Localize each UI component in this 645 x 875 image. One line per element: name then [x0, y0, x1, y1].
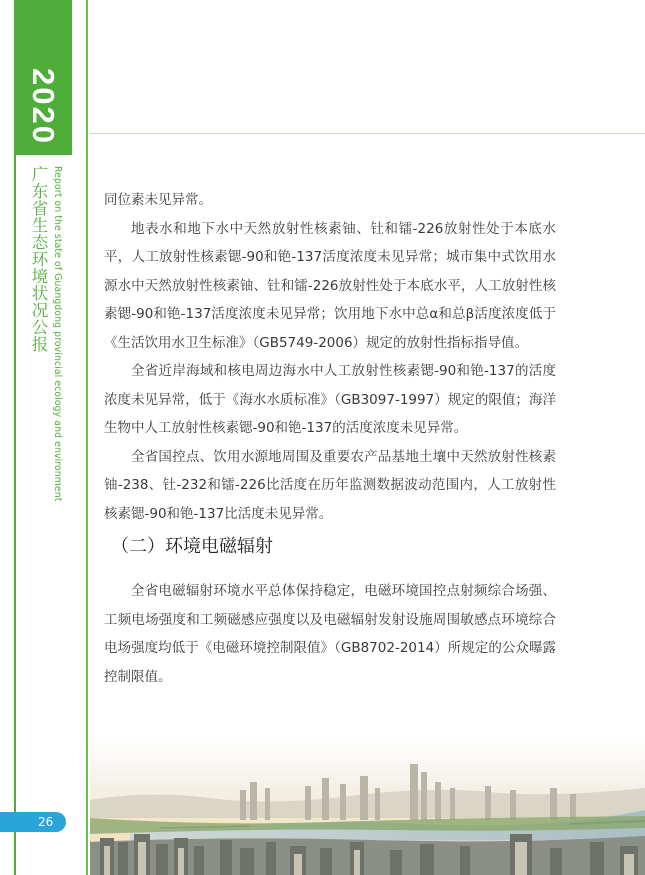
- paragraph: 全省电磁辐射环境水平总体保持稳定，电磁环境国控点射频综合场强、工频电场强度和工频磁感应强度以及电磁辐射发射设施周围敏感点环境综合电场强度均低于《电磁环境控制限值》（GB8702-2014）所规定的公众曝露控制限值。: [104, 583, 556, 685]
- body-text: [104, 186, 556, 528]
- page-divider-horizontal: [90, 133, 645, 134]
- page-divider-vertical: [86, 0, 88, 875]
- page-number-tab: [0, 812, 66, 832]
- city-skyline-photo: [90, 738, 645, 875]
- section-heading: （二）环境电磁辐射: [111, 536, 273, 557]
- report-title-en: Report on the state of Guangdong provincial ecology and environment: [52, 166, 63, 502]
- paragraph: 同位素未见异常。: [104, 192, 212, 208]
- report-title-zh: 广东省生态环境状况公报: [31, 165, 49, 354]
- page-number: 26: [38, 815, 54, 829]
- paragraph: 全省国控点、饮用水源地周围及重要农产品基地土壤中天然放射性核素铀-238、钍-232和镭-226比活度在历年监测数据波动范围内，人工放射性核素锶-90和铯-137比活度未见异常。: [104, 448, 556, 522]
- paragraph: 地表水和地下水中天然放射性核素铀、钍和镭-226放射性处于本底水平，人工放射性核素锶-90和铯-137活度浓度未见异常；城市集中式饮用水源水中天然放射性核素铀、钍和镭-226放射性处于本底水平，人工放射性核素锶-90和铯-137活度浓度未见异常；饮用地下水中总α和总β活度浓度低于《生活饮用水卫生标准》（GB5749-2006）规定的放射性指标指导值。: [104, 220, 556, 351]
- report-title-en-wrap: [52, 166, 64, 502]
- paragraph: 全省近岸海域和核电周边海水中人工放射性核素锶-90和铯-137的活度浓度未见异常，低于《海水水质标准》（GB3097-1997）规定的限值；海洋生物中人工放射性核素锶-90和铯-137的活度浓度未见异常。: [104, 363, 556, 436]
- section-body: [104, 577, 556, 691]
- year-label: 2020: [26, 68, 61, 145]
